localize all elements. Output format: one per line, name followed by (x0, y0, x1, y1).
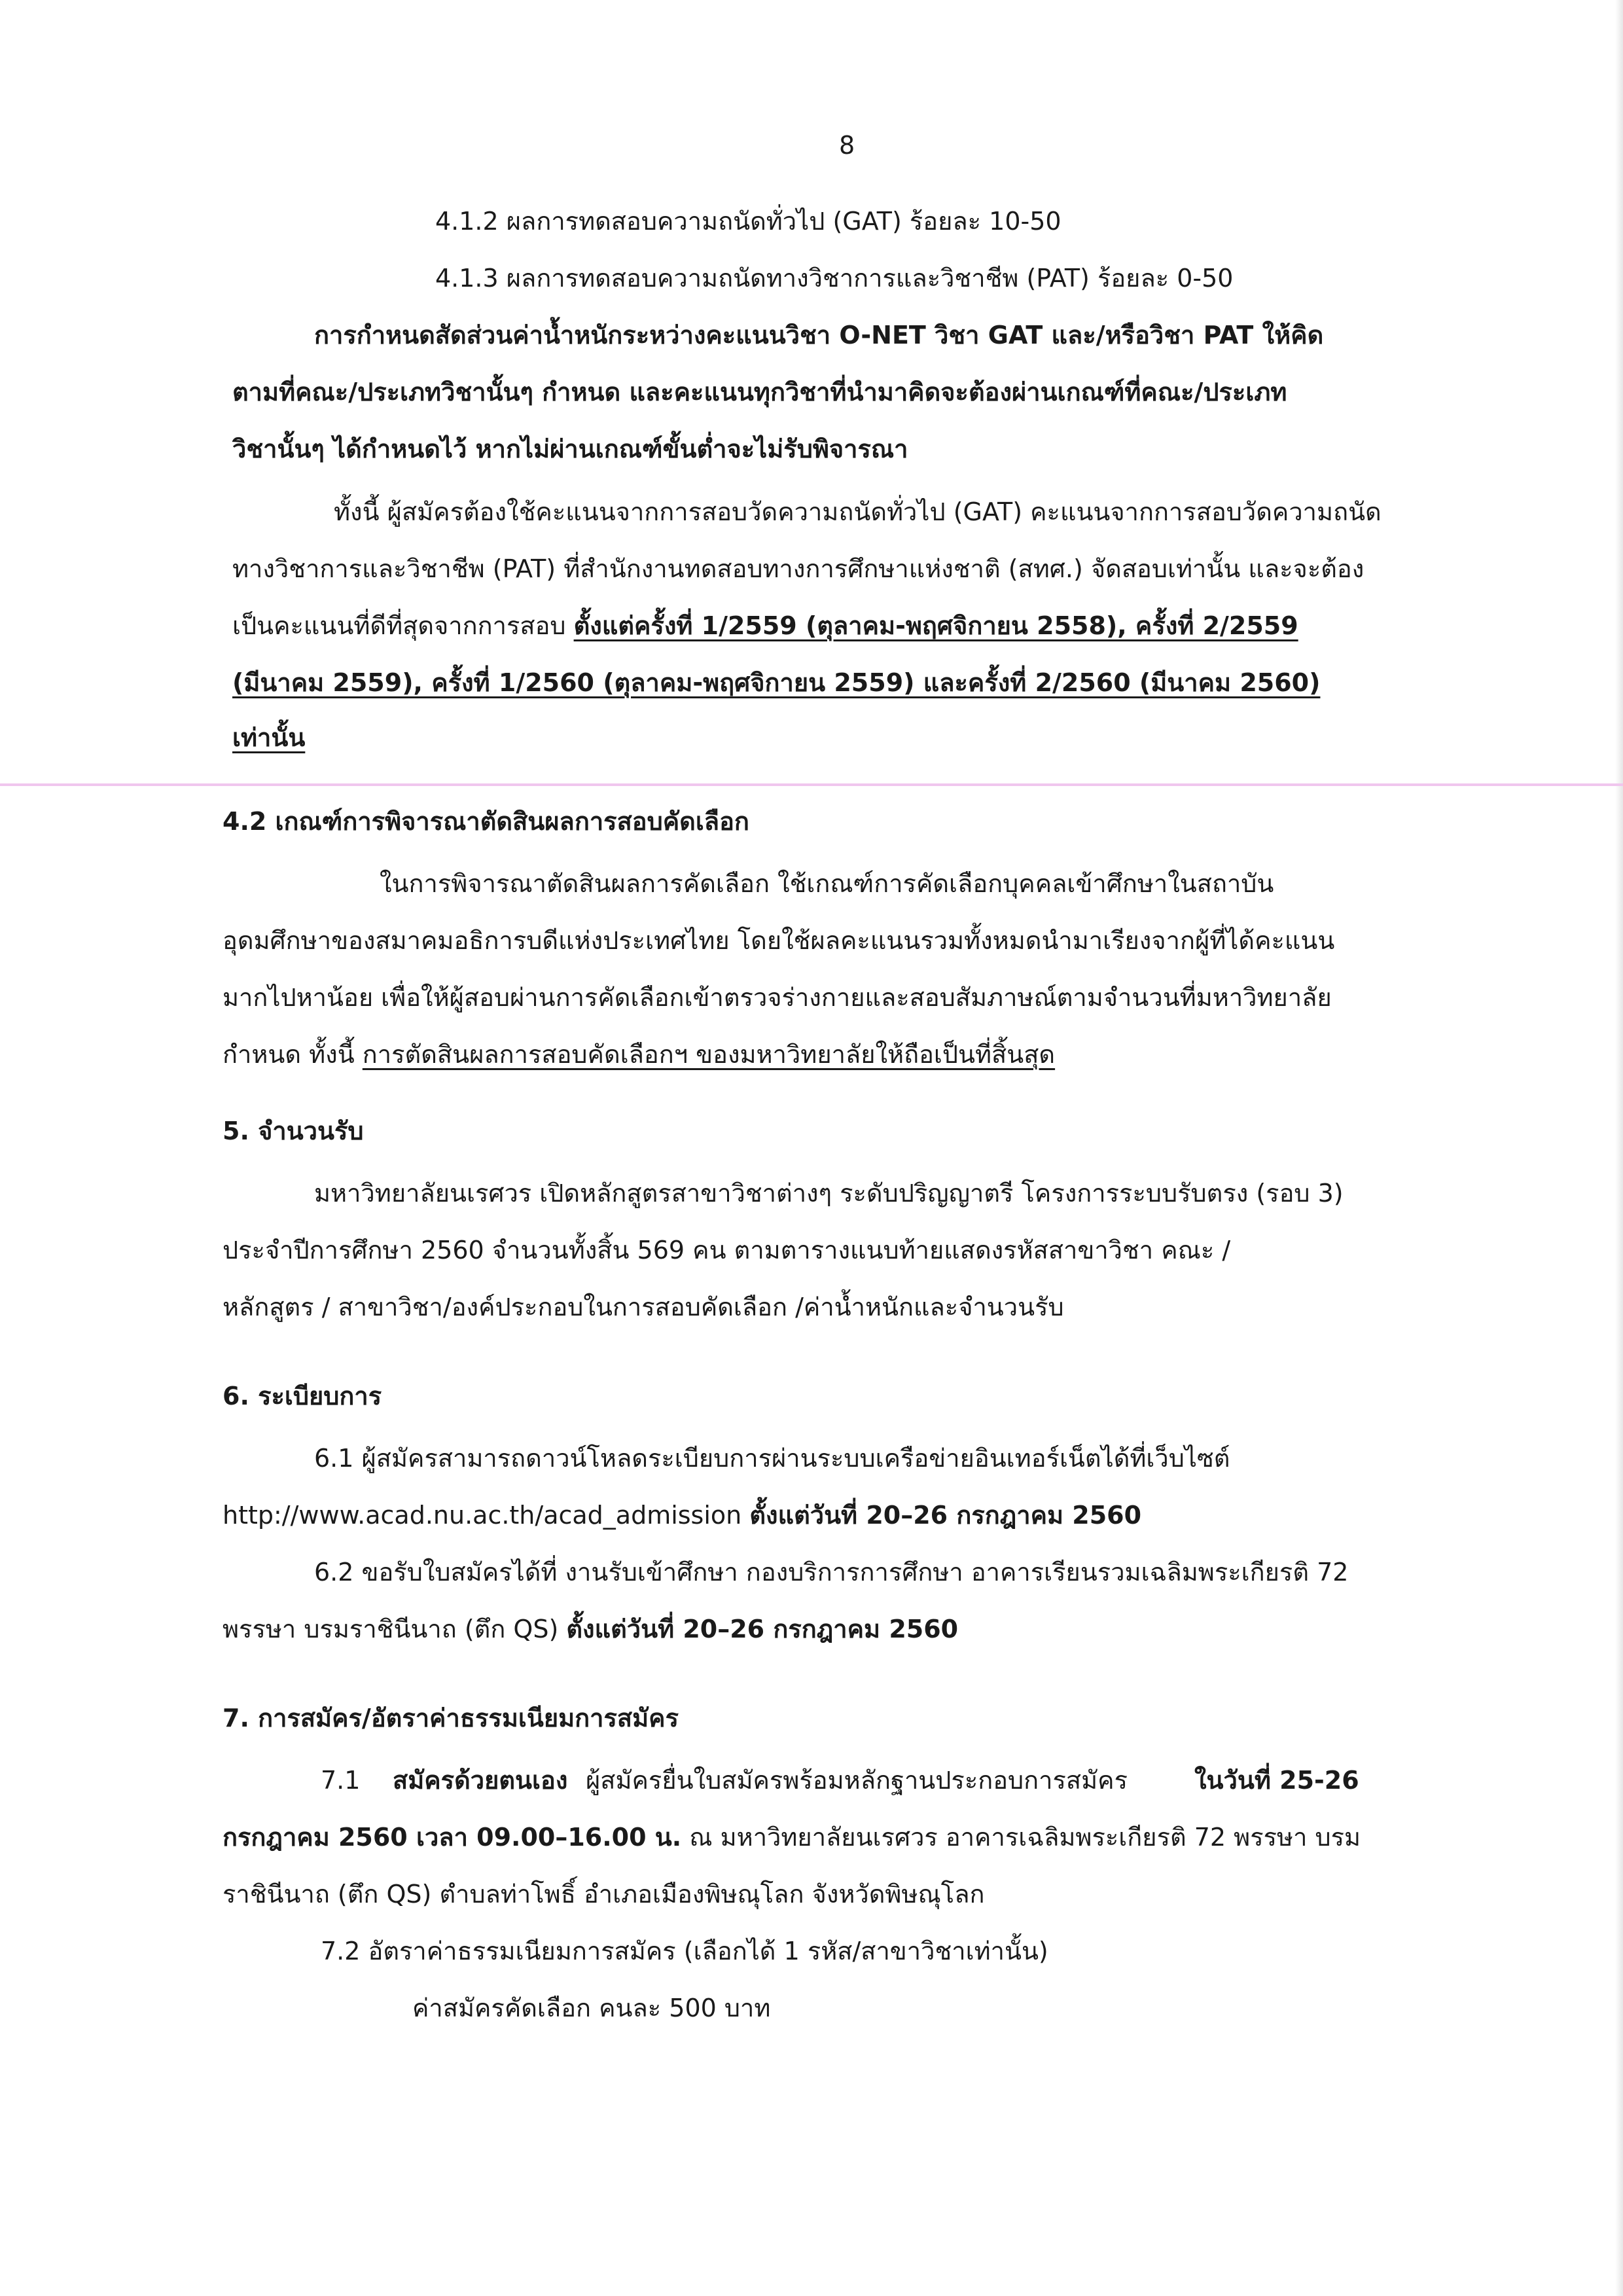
download-url: http://www.acad.nu.ac.th/acad_admission (223, 1501, 750, 1530)
page-divider-line (0, 783, 1623, 786)
regulations-6-2-line2 (223, 1609, 958, 1649)
section-heading-7: 7. การสมัคร/อัตราค่าธรรมเนียมการสมัคร (223, 1704, 679, 1732)
item-7-2: 7.2 อัตราค่าธรรมเนียมการสมัคร (เลือกได้ 1 รหัส/สาขาวิชาเท่านั้น) (321, 1937, 1048, 1965)
score-note-line (232, 606, 1298, 645)
item-7-1-line2 (223, 1818, 1361, 1857)
section-heading-6: 6. ระเบียบการ (223, 1382, 382, 1410)
regulations-6-1: 6.1 ผู้สมัครสามารถดาวน์โหลดระเบียบการผ่านระบบเครือข่ายอินเทอร์เน็ตได้ที่เว็บไซต์ (314, 1444, 1230, 1473)
criteria-line (223, 1035, 1055, 1074)
intake-line: มหาวิทยาลัยนเรศวร เปิดหลักสูตรสาขาวิชาต่างๆ ระดับปริญญาตรี โครงการระบบรับตรง (รอบ 3) (314, 1179, 1344, 1208)
exam-rounds-underlined: เท่านั้น (232, 723, 306, 752)
pickup-date: ตั้งแต่วันที่ 20–26 กรกฎาคม 2560 (566, 1615, 959, 1643)
criteria-text: กำหนด ทั้งนี้ (223, 1040, 363, 1069)
section-heading-5: 5. จำนวนรับ (223, 1117, 364, 1145)
application-venue: ณ มหาวิทยาลัยนเรศวร อาคารเฉลิมพระเกียรติ 72 พรรษา บรม (681, 1823, 1361, 1852)
scan-edge-shadow (1615, 0, 1623, 2296)
weight-paragraph-line: วิชานั้นๆ ได้กำหนดไว้ หากไม่ผ่านเกณฑ์ขั้นต่ำจะไม่รับพิจารณา (232, 435, 908, 463)
intake-line: ประจำปีการศึกษา 2560 จำนวนทั้งสิ้น 569 คน ตามตารางแนบท้ายแสดงรหัสสาขาวิชา คณะ / (223, 1236, 1231, 1265)
score-note-line: ทั้งนี้ ผู้สมัครต้องใช้คะแนนจากการสอบวัดความถนัดทั่วไป (GAT) คะแนนจากการสอบวัดความถนัด (334, 497, 1382, 526)
application-fee: ค่าสมัครคัดเลือก คนละ 500 บาท (412, 1994, 771, 2022)
criteria-line: อุดมศึกษาของสมาคมอธิการบดีแห่งประเทศไทย โดยใช้ผลคะแนนรวมทั้งหมดนำมาเรียงจากผู้ที่ได้คะแนน (223, 926, 1335, 955)
exam-rounds-underlined: (มีนาคม 2559), ครั้งที่ 1/2560 (ตุลาคม-พฤศจิกายน 2559) และครั้งที่ 2/2560 (มีนาคม 2560) (232, 668, 1321, 697)
score-note-line: ทางวิชาการและวิชาชีพ (PAT) ที่สำนักงานทดสอบทางการศึกษาแห่งชาติ (สทศ.) จัดสอบเท่านั้น และจะต้อง (232, 554, 1364, 583)
item-7-1-text: ผู้สมัครยื่นใบสมัครพร้อมหลักฐานประกอบการสมัคร (586, 1766, 1128, 1795)
section-heading-4-2: 4.2 เกณฑ์การพิจารณาตัดสินผลการสอบคัดเลือก (223, 807, 749, 836)
page-number: 8 (839, 131, 855, 160)
exam-rounds-underlined: ตั้งแต่ครั้งที่ 1/2559 (ตุลาคม-พฤศจิกายน 2558), ครั้งที่ 2/2559 (573, 611, 1298, 640)
regulations-6-1-line2 (223, 1496, 1141, 1535)
weight-paragraph-line: การกำหนดสัดส่วนค่าน้ำหนักระหว่างคะแนนวิชา O-NET วิชา GAT และ/หรือวิชา PAT ให้คิด (314, 321, 1324, 350)
application-datetime: กรกฎาคม 2560 เวลา 09.00–16.00 น. (223, 1823, 682, 1852)
item-7-1-number: 7.1 (321, 1766, 361, 1795)
location-text: พรรษา บรมราชินีนาถ (ตึก QS) (223, 1615, 567, 1643)
weight-paragraph-line: ตามที่คณะ/ประเภทวิชานั้นๆ กำหนด และคะแนนทุกวิชาที่นำมาคิดจะต้องผ่านเกณฑ์ที่คณะ/ประเภท (232, 378, 1287, 406)
final-decision-underlined: การตัดสินผลการสอบคัดเลือกฯ ของมหาวิทยาลัยให้ถือเป็นที่สิ้นสุด (362, 1040, 1056, 1069)
download-date: ตั้งแต่วันที่ 20–26 กรกฎาคม 2560 (749, 1501, 1142, 1530)
criteria-line: มากไปหาน้อย เพื่อให้ผู้สอบผ่านการคัดเลือกเข้าตรวจร่างกายและสอบสัมภาษณ์ตามจำนวนที่มหาวิทยาลัย (223, 983, 1332, 1012)
item-7-1-line3: ราชินีนาถ (ตึก QS) ตำบลท่าโพธิ์ อำเภอเมืองพิษณุโลก จังหวัดพิษณุโลก (223, 1880, 985, 1909)
item-4-1-3: 4.1.3 ผลการทดสอบความถนัดทางวิชาการและวิชาชีพ (PAT) ร้อยละ 0-50 (435, 264, 1234, 293)
criteria-line: ในการพิจารณาตัดสินผลการคัดเลือก ใช้เกณฑ์การคัดเลือกบุคคลเข้าศึกษาในสถาบัน (380, 869, 1274, 898)
item-4-1-2: 4.1.2 ผลการทดสอบความถนัดทั่วไป (GAT) ร้อยละ 10-50 (435, 207, 1061, 236)
regulations-6-2: 6.2 ขอรับใบสมัครได้ที่ งานรับเข้าศึกษา กองบริการการศึกษา อาคารเรียนรวมเฉลิมพระเกียรติ 72 (314, 1558, 1349, 1587)
item-7-1-date: ในวันที่ 25-26 (1194, 1766, 1359, 1795)
intake-line: หลักสูตร / สาขาวิชา/องค์ประกอบในการสอบคัดเลือก /ค่าน้ำหนักและจำนวนรับ (223, 1293, 1064, 1321)
score-note-text: เป็นคะแนนที่ดีที่สุดจากการสอบ (232, 611, 574, 640)
item-7-1-title: สมัครด้วยตนเอง (393, 1766, 568, 1795)
